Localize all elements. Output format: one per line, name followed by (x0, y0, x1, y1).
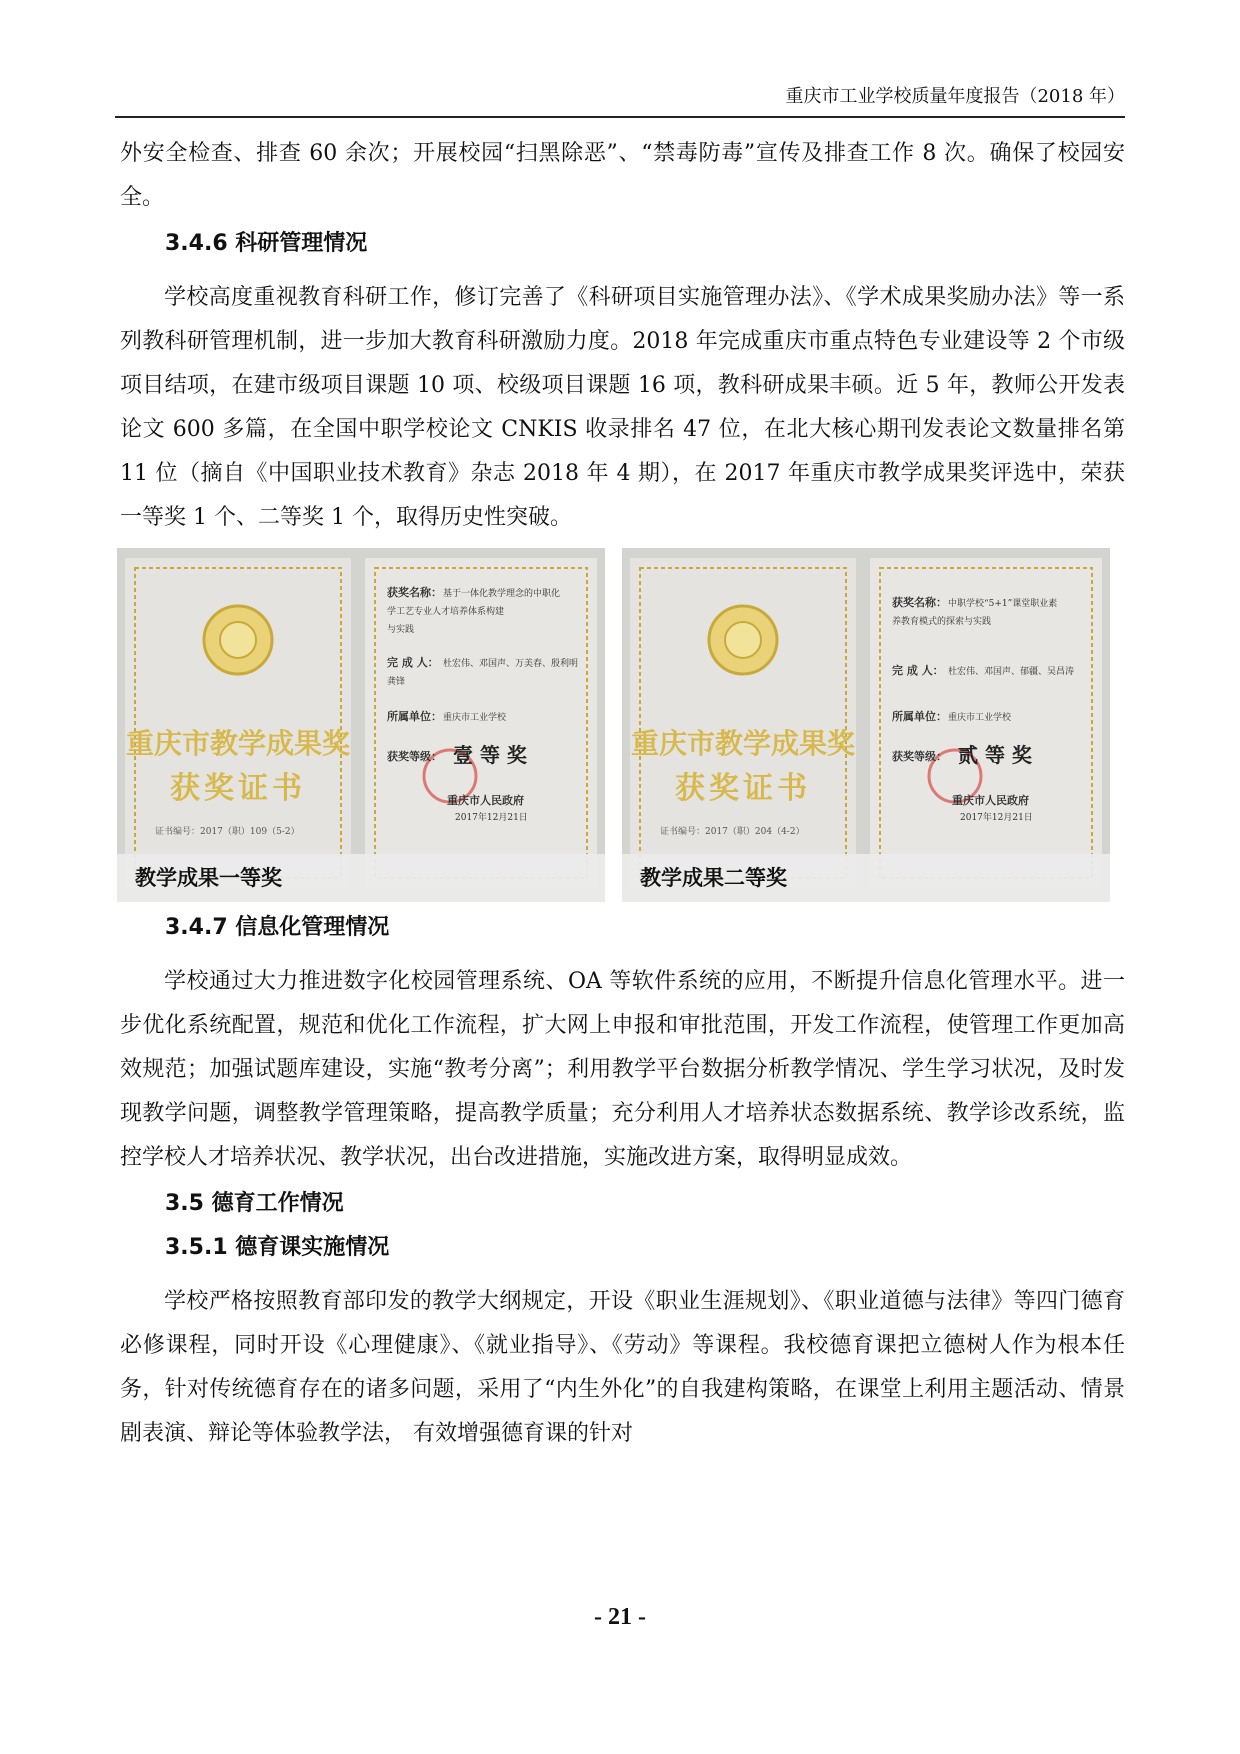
issuer: 重庆市人民政府 (447, 794, 524, 807)
level-label: 获奖等级： (892, 750, 947, 763)
paragraph-informatization: 学校通过大力推进数字化校园管理系统、OA 等软件系统的应用，不断提升信息化管理水平。进一步优化系统配置，规范和优化工作流程，扩大网上申报和审批范围，开发工作流程，使管理工作更加高效规范；加强试题库建设，实施“教考分离”；利用教学平台数据分析教学情况、学生学习状况，及时发现教学问题，调整教学管理策略，提高教学质量；充分利用人才培养状态数据系统、教学诊改系统，监控学校人才培养状况、教学状况，出台改进措施，实施改进方案，取得明显成效。 (120, 969, 1125, 1170)
award-name-line2: 学工艺专业人才培养体系构建 (387, 607, 505, 617)
level-value: 贰 等 奖 (958, 743, 1032, 767)
issuer: 重庆市人民政府 (952, 794, 1029, 807)
caption-bar (117, 854, 605, 902)
certificate-illustration (117, 548, 605, 902)
page-number: - 21 - (594, 1604, 646, 1630)
caption-second-prize: 教学成果二等奖 (640, 866, 787, 890)
unit-value: 重庆市工业学校 (443, 713, 507, 723)
award-name-line2: 养教育模式的探索与实践 (892, 617, 992, 627)
members-line1: 杜宏伟、邓国声、郁疆、吴昌涛 (948, 667, 1075, 677)
header-title: 重庆市工业学校质量年度报告（2018 年） (785, 86, 1125, 107)
award-name-line1: 基于一体化教学理念的中职化 (443, 589, 561, 599)
certificate-title: 重庆市教学成果奖 (630, 727, 856, 760)
award-name-line1: 中职学校“5+1”课堂职业素 (948, 599, 1058, 609)
certificate-figures (117, 548, 1125, 902)
heading-3-4-7: 3.4.7 信息化管理情况 (165, 915, 390, 940)
award-name-label: 获奖名称： (387, 586, 442, 599)
members-label: 完 成 人： (892, 664, 944, 677)
unit-label: 所属单位： (892, 710, 947, 723)
certificate-number: 证书编号：2017（职）109（5-2） (155, 827, 300, 837)
certificate-title: 重庆市教学成果奖 (125, 727, 351, 760)
certificate-number: 证书编号：2017（职）204（4-2） (660, 827, 805, 837)
members-label: 完 成 人： (387, 656, 439, 669)
certificate-subtitle: 获奖证书 (675, 771, 811, 806)
certificate-subtitle: 获奖证书 (170, 771, 306, 806)
caption-bar (622, 854, 1110, 902)
unit-value: 重庆市工业学校 (948, 713, 1012, 723)
certificate-image-second-prize (622, 548, 1110, 902)
page-header (115, 82, 1125, 118)
unit-label: 所属单位： (387, 710, 442, 723)
page-content (120, 132, 1125, 1456)
caption-first-prize: 教学成果一等奖 (135, 866, 282, 890)
heading-3-5-1: 3.5.1 德育课实施情况 (165, 1235, 390, 1260)
issue-date: 2017年12月21日 (455, 813, 528, 823)
issue-date: 2017年12月21日 (960, 813, 1033, 823)
heading-3-4-6: 3.4.6 科研管理情况 (165, 231, 368, 256)
award-name-label: 获奖名称： (892, 596, 947, 609)
members-line1: 杜宏伟、邓国声、万美春、殷利明 (443, 659, 579, 669)
certificate-image-first-prize (117, 548, 605, 902)
paragraph-moral-education: 学校严格按照教育部印发的教学大纲规定，开设《职业生涯规划》、《职业道德与法律》等四门德育必修课程，同时开设《心理健康》、《就业指导》、《劳动》等课程。我校德育课把立德树人作为根本任务，针对传统德育存在的诸多问题，采用了“内生外化”的自我建构策略，在课堂上利用主题活动、情景剧表演、辩论等体验教学法， 有效增强德育课的针对 (120, 1289, 1125, 1446)
paragraph-continued: 外安全检查、排查 60 余次；开展校园“扫黑除恶”、“禁毒防毒”宣传及排查工作 8 次。确保了校园安全。 (120, 141, 1125, 210)
award-name-line3: 与实践 (387, 625, 415, 635)
heading-3-5: 3.5 德育工作情况 (165, 1191, 344, 1216)
level-label: 获奖等级： (387, 750, 442, 763)
paragraph-research: 学校高度重视教育科研工作，修订完善了《科研项目实施管理办法》、《学术成果奖励办法》等一系列教科研管理机制，进一步加大教育科研激励力度。2018 年完成重庆市重点特色专业建设等 2 个市级项目结项，在建市级项目课题 10 项、校级项目课题 16 项，教科研成果丰硕。近 5 年，教师公开发表论文 600 多篇，在全国中职学校论文 CNKIS 收录排名 47 位，在北大核心期刊发表论文数量排名第 11 位（摘自《中国职业技术教育》杂志 2018 年 4 期），在 2017 年重庆市教学成果奖评选中，荣获一等奖 1 个、二等奖 1 个，取得历史性突破。 (120, 285, 1125, 530)
members-line2: 龚锋 (387, 677, 406, 687)
level-value: 壹 等 奖 (453, 743, 527, 767)
certificate-illustration (622, 548, 1110, 902)
